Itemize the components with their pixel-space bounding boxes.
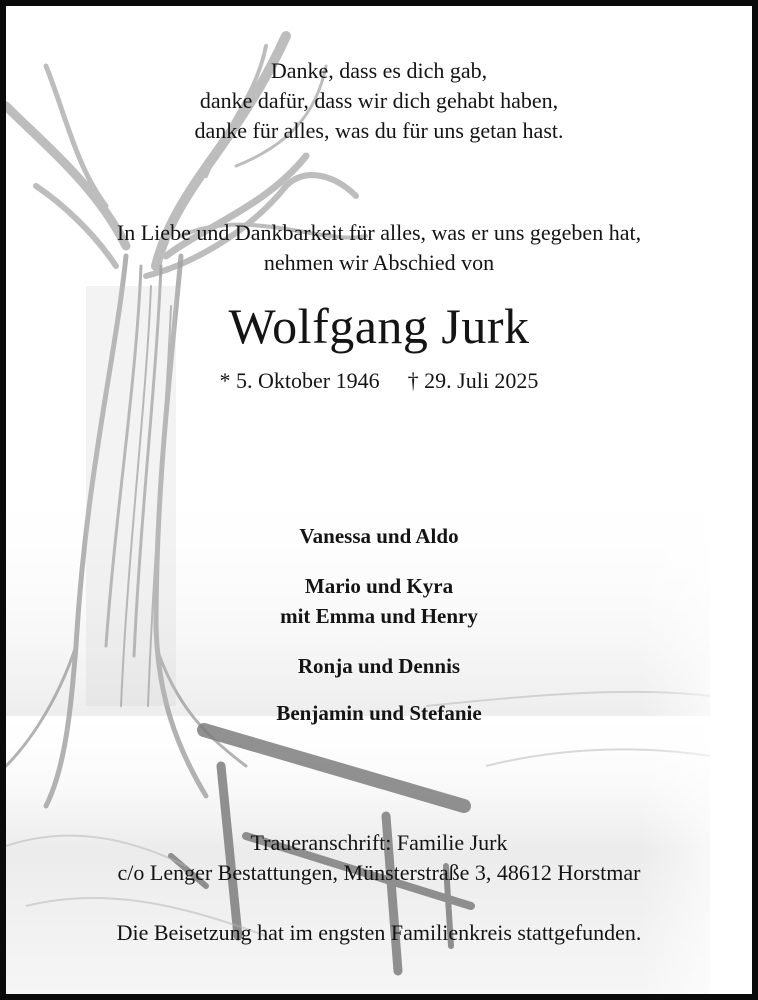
birth-date: * 5. Oktober 1946 bbox=[219, 368, 380, 393]
mourner-line: mit Emma und Henry bbox=[280, 604, 478, 628]
death-date: † 29. Juli 2025 bbox=[407, 368, 539, 393]
poem-line: danke dafür, dass wir dich gehabt haben, bbox=[199, 88, 559, 113]
mourner-line: Benjamin und Stefanie bbox=[276, 701, 482, 725]
intro-line: In Liebe und Dankbarkeit für alles, was er uns gegeben hat, bbox=[116, 220, 642, 245]
mourner-line: Vanessa und Aldo bbox=[299, 524, 459, 548]
address: c/o Lenger Bestattungen, Münsterstraße 3, 48612 Horstmar bbox=[117, 860, 641, 885]
deceased-name: Wolfgang Jurk bbox=[228, 298, 530, 354]
poem-line: danke für alles, was du für uns getan hast. bbox=[194, 118, 564, 143]
mourner-line: Ronja und Dennis bbox=[297, 654, 461, 678]
address-label: Traueranschrift: Familie Jurk bbox=[250, 830, 508, 855]
poem-line: Danke, dass es dich gab, bbox=[270, 58, 488, 83]
mourner-line: Mario und Kyra bbox=[304, 574, 454, 598]
life-dates bbox=[6, 366, 752, 396]
burial-note: Die Beisetzung hat im engsten Familienkreis stattgefunden. bbox=[116, 920, 642, 945]
obituary-text bbox=[6, 6, 752, 994]
intro-line: nehmen wir Abschied von bbox=[263, 250, 495, 275]
